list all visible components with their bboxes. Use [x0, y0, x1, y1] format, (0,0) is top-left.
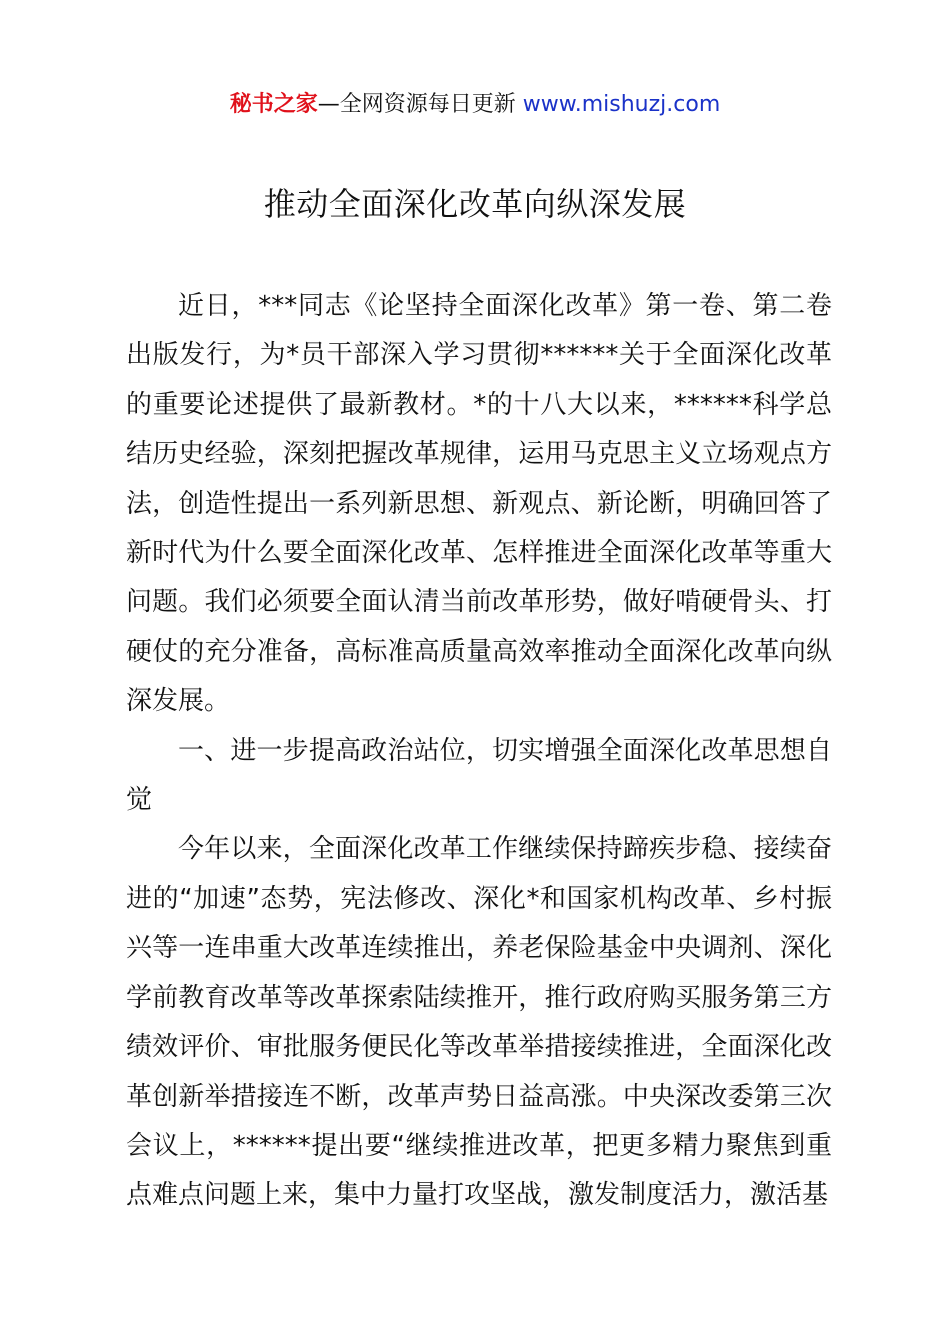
paragraph-intro: 近日，***同志《论坚持全面深化改革》第一卷、第二卷出版发行，为*员干部深入学习贯彻******关于全面深化改革的重要论述提供了最新教材。*的十八大以来，******科学总结历史经验，深刻把握改革规律，运用马克思主义立场观点方法，创造性提出一系列新思想、新观点、新论断，明确回答了新时代为什么要全面深化改革、怎样推进全面深化改革等重大问题。我们必须要全面认清当前改革形势，做好啃硬骨头、打硬仗的充分准备，高标准高质量高效率推动全面深化改革向纵深发展。 — [126, 291, 832, 717]
header-tagline: —全网资源每日更新 — [317, 92, 523, 117]
document-body — [126, 282, 832, 1221]
site-url-link[interactable]: www.mishuzj.com — [522, 92, 721, 117]
document-title: 推动全面深化改革向纵深发展 — [263, 185, 687, 223]
section-heading-1: 一、进一步提高政治站位，切实增强全面深化改革思想自觉 — [126, 735, 832, 816]
brand-name: 秘书之家 — [229, 92, 318, 117]
paragraph-section-1: 今年以来，全面深化改革工作继续保持蹄疾步稳、接续奋进的“加速”态势，宪法修改、深化*和国家机构改革、乡村振兴等一连串重大改革连续推出，养老保险基金中央调剂、深化学前教育改革等改革探索陆续推开，推行政府购买服务第三方绩效评价、审批服务便民化等改革举措接续推进，全面深化改革创新举措接连不断，改革声势日益高涨。中央深改委第三次会议上，******提出要“继续推进改革，把更多精力聚焦到重点难点问题上来，集中力量打攻坚战，激发制度活力，激活基 — [126, 834, 832, 1211]
site-header — [0, 88, 950, 122]
